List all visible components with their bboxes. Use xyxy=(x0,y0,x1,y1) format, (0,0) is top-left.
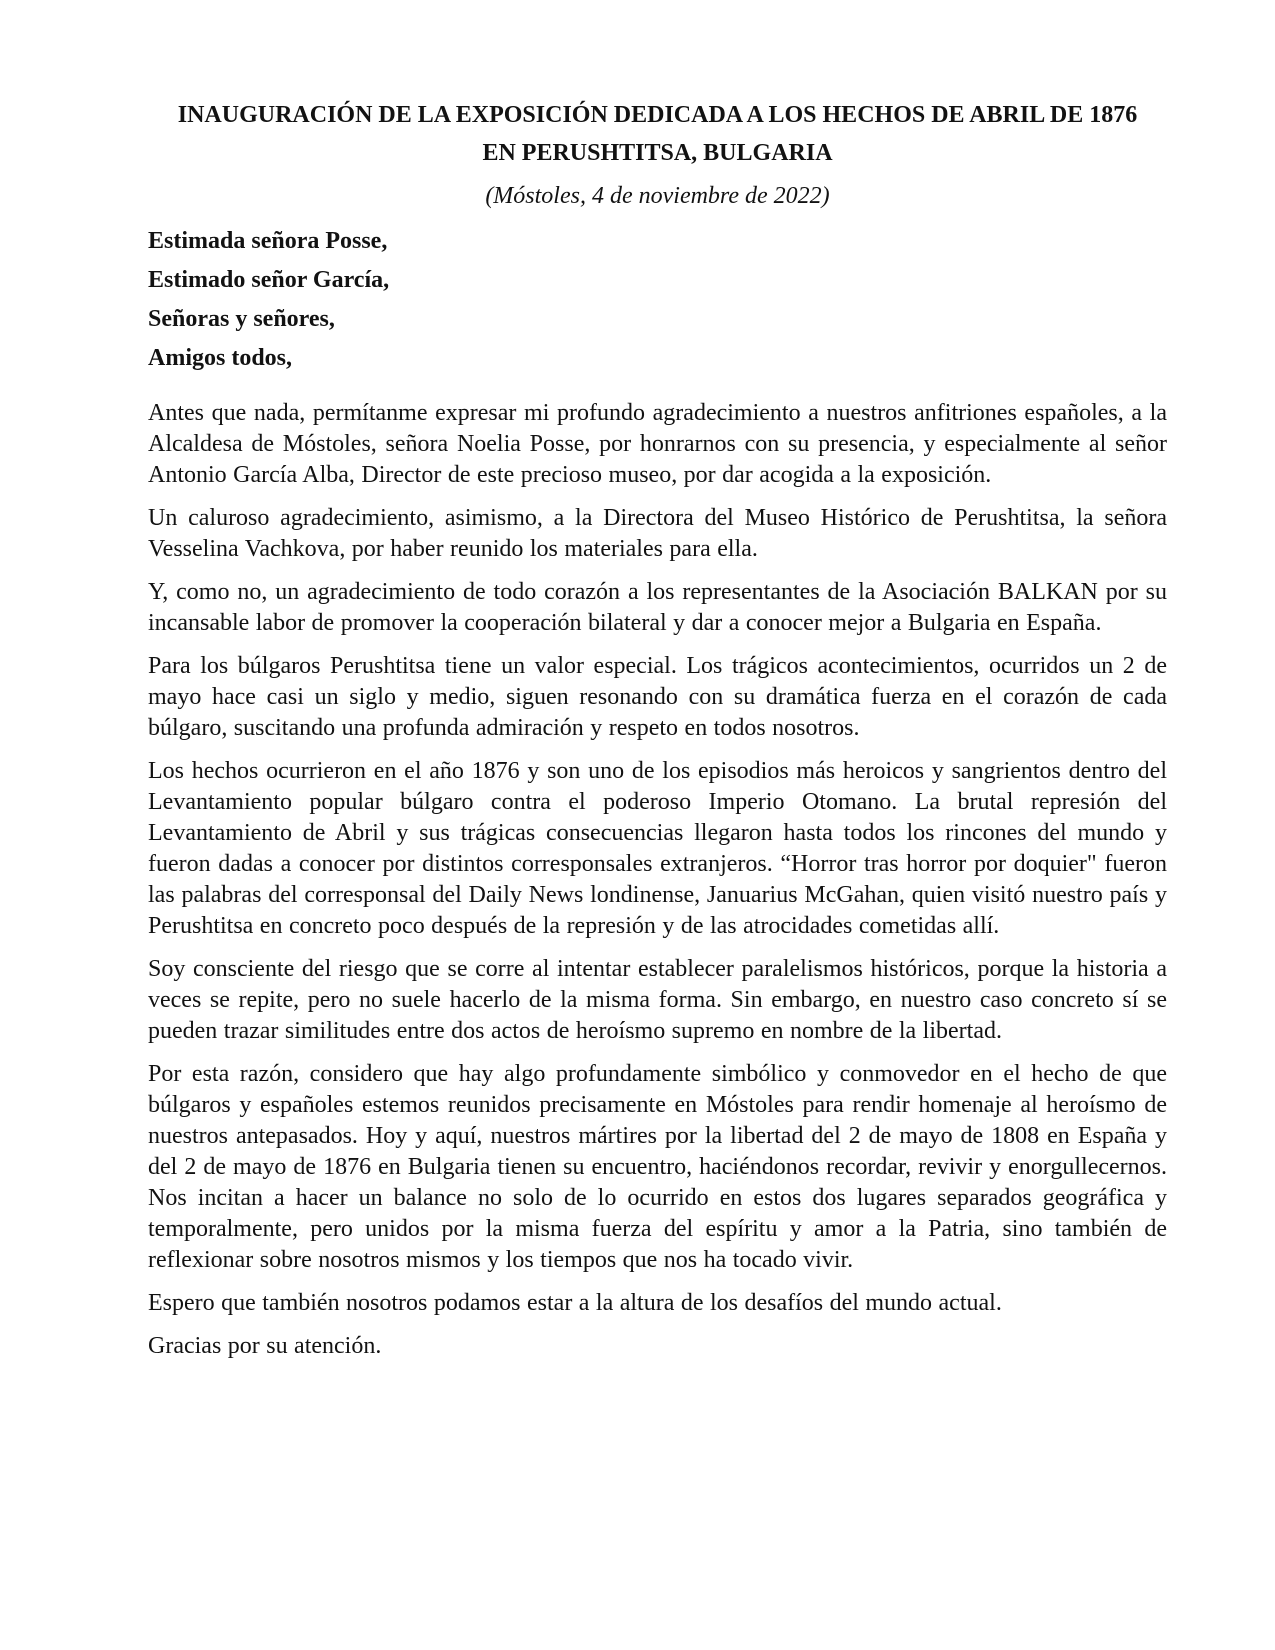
body-paragraph: Los hechos ocurrieron en el año 1876 y son uno de los episodios más heroicos y sangrientos dentro del Levantamiento popular búlgaro contra el poderoso Imperio Otomano. La brutal represión del Levantamiento de Abril y sus trágicas consecuencias llegaron hasta todos los rincones del mundo y fueron dadas a conocer por distintos corresponsales extranjeros. “Horror tras horror por doquier" fueron las palabras del corresponsal del Daily News londinense, Januarius McGahan, quien visitó nuestro país y Perushtitsa en concreto poco después de la represión y de las atrocidades cometidas allí. xyxy=(148,758,1167,939)
body-paragraph: Para los búlgaros Perushtitsa tiene un valor especial. Los trágicos acontecimientos, ocurridos un 2 de mayo hace casi un siglo y medio, siguen resonando con su dramática fuerza en el corazón de cada búlgaro, suscitando una profunda admiración y respeto en todos nosotros. xyxy=(148,653,1167,741)
salutation-line: Amigos todos, xyxy=(148,345,293,371)
salutation-line: Estimada señora Posse, xyxy=(148,228,388,254)
body-paragraph: Gracias por su atención. xyxy=(148,1333,382,1359)
body-paragraph: Un caluroso agradecimiento, asimismo, a la Directora del Museo Histórico de Perushtitsa, la señora Vesselina Vachkova, por haber reunido los materiales para ella. xyxy=(148,505,1167,562)
document-body xyxy=(148,398,1167,1362)
dateline: (Móstoles, 4 de noviembre de 2022) xyxy=(485,183,830,209)
body-paragraph: Antes que nada, permítanme expresar mi profundo agradecimiento a nuestros anfitriones españoles, a la Alcaldesa de Móstoles, señora Noelia Posse, por honrarnos con su presencia, y especialmente al señor Antonio García Alba, Director de este precioso museo, por dar acogida a la exposición. xyxy=(148,400,1167,488)
body-paragraph: Espero que también nosotros podamos estar a la altura de los desafíos del mundo actual. xyxy=(148,1290,1002,1316)
body-paragraph: Soy consciente del riesgo que se corre al intentar establecer paralelismos históricos, porque la historia a veces se repite, pero no suele hacerlo de la misma forma. Sin embargo, en nuestro caso concreto sí se pueden trazar similitudes entre dos actos de heroísmo supremo en nombre de la libertad. xyxy=(148,956,1167,1044)
salutation-line: Señoras y señores, xyxy=(148,306,335,332)
salutation-line: Estimado señor García, xyxy=(148,267,390,293)
body-paragraph: Por esta razón, considero que hay algo profundamente simbólico y conmovedor en el hecho de que búlgaros y españoles estemos reunidos precisamente en Móstoles para rendir homenaje al heroísmo de nuestros antepasados. Hoy y aquí, nuestros mártires por la libertad del 2 de mayo de 1808 en España y del 2 de mayo de 1876 en Bulgaria tienen su encuentro, haciéndonos recordar, revivir y enorgullecernos. Nos incitan a hacer un balance no solo de lo ocurrido en estos dos lugares separados geográfica y temporalmente, pero unidos por la misma fuerza del espíritu y amor a la Patria, sino también de reflexionar sobre nosotros mismos y los tiempos que nos ha tocado vivir. xyxy=(148,1061,1167,1273)
document-title xyxy=(148,96,1167,172)
title-line-2: EN PERUSHTITSA, BULGARIA xyxy=(482,140,833,166)
salutation-block xyxy=(148,226,1167,374)
body-paragraph: Y, como no, un agradecimiento de todo corazón a los representantes de la Asociación BALKAN por su incansable labor de promover la cooperación bilateral y dar a conocer mejor a Bulgaria en España. xyxy=(148,579,1167,636)
title-line-1: INAUGURACIÓN DE LA EXPOSICIÓN DEDICADA A LOS HECHOS DE ABRIL DE 1876 xyxy=(177,102,1138,128)
